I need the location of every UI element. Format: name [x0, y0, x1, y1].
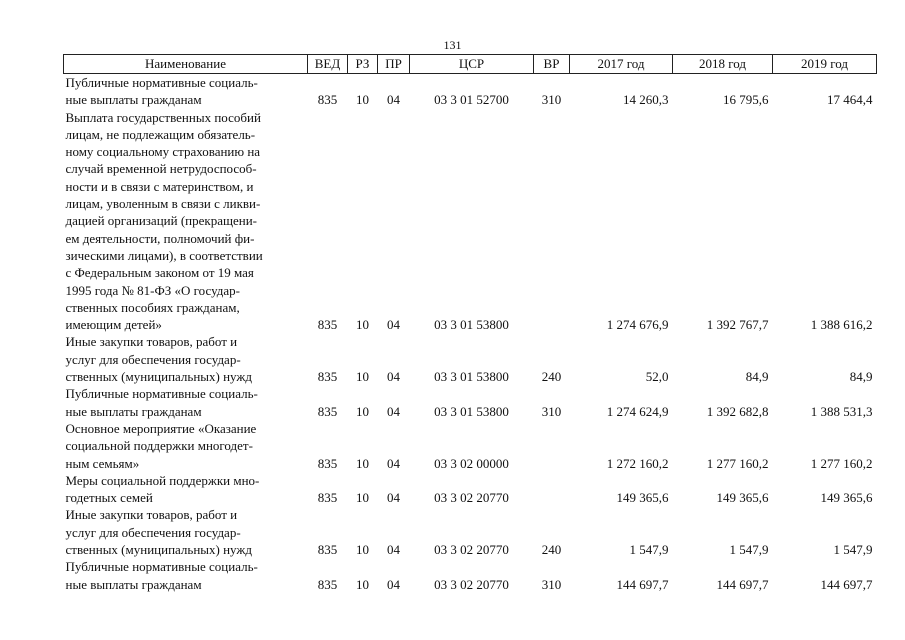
row-pr: 04 [387, 542, 400, 558]
table-row [64, 333, 877, 385]
row-value-2018: 16 795,6 [723, 92, 769, 108]
row-pr: 04 [387, 369, 400, 385]
row-value-2017: 1 272 160,2 [606, 455, 669, 471]
table-row [64, 74, 877, 109]
row-rz: 10 [356, 455, 369, 471]
row-ved: 835 [317, 317, 338, 333]
row-rz: 10 [356, 369, 369, 385]
row-value-2017: 144 697,7 [616, 576, 669, 592]
row-csr: 03 3 02 20770 [434, 490, 509, 506]
row-name-line: Меры социальной поддержки мно- [65, 472, 260, 488]
row-name [64, 385, 308, 420]
row-value-2018: 84,9 [745, 369, 769, 385]
table-row [64, 558, 877, 593]
header-row [64, 55, 877, 74]
row-csr: 03 3 02 20770 [434, 542, 509, 558]
row-value-2017: 52,0 [645, 369, 669, 385]
table-row [64, 472, 877, 507]
row-name [64, 74, 308, 109]
table-row [64, 420, 877, 472]
row-value-2018: 149 365,6 [716, 490, 769, 506]
row-pr: 04 [387, 317, 400, 333]
header-2017: 2017 год [570, 55, 673, 74]
header-vr: ВР [534, 55, 570, 74]
row-value-2019: 17 464,4 [827, 92, 873, 108]
row-name [64, 472, 308, 507]
row-name-line: Публичные нормативные социаль- [65, 75, 258, 90]
row-rz: 10 [356, 490, 369, 506]
row-value-2018: 1 277 160,2 [706, 455, 769, 471]
budget-table [63, 54, 877, 593]
row-vr: 310 [541, 403, 562, 419]
row-rz: 10 [356, 317, 369, 333]
row-name-line: лицам, не подлежащим обязатель- [65, 126, 256, 142]
row-value-2019: 1 388 531,3 [810, 403, 873, 419]
row-name-line: ности и в связи с материнством, и [65, 178, 254, 194]
row-csr: 03 3 02 20770 [434, 576, 509, 592]
row-name-line: социальной поддержки многодет- [65, 438, 253, 454]
row-name-line: Иные закупки товаров, работ и [65, 334, 238, 350]
table-body [64, 74, 877, 593]
row-pr: 04 [387, 92, 400, 108]
row-ved: 835 [317, 369, 338, 385]
row-name [64, 333, 308, 385]
row-name [64, 109, 308, 334]
row-csr: 03 3 01 53800 [434, 369, 509, 385]
row-ved: 835 [317, 92, 338, 108]
row-name-line: Публичные нормативные социаль- [65, 559, 258, 575]
row-value-2018: 1 392 682,8 [706, 403, 769, 419]
row-name [64, 420, 308, 472]
row-value-2019: 1 547,9 [833, 542, 873, 558]
row-name-line: лицам, уволенным в связи с ликви- [65, 196, 261, 212]
row-name-line: Иные закупки товаров, работ и [65, 507, 238, 523]
header-pr: ПР [378, 55, 410, 74]
row-name-line: зическими лицами), в соответствии [65, 247, 263, 263]
row-name-line: услуг для обеспечения государ- [65, 351, 241, 367]
row-rz: 10 [356, 576, 369, 592]
row-value-2019: 144 697,7 [820, 576, 873, 592]
row-name-line: ные выплаты гражданам [65, 576, 202, 592]
row-vr: 310 [541, 576, 562, 592]
row-name-line: случай временной нетрудоспособ- [65, 161, 257, 177]
row-csr: 03 3 01 53800 [434, 403, 509, 419]
row-value-2019: 84,9 [849, 369, 873, 385]
row-vr: 240 [541, 542, 562, 558]
header-2019: 2019 год [773, 55, 877, 74]
header-ved: ВЕД [308, 55, 348, 74]
row-vr: 240 [541, 369, 562, 385]
row-value-2017: 1 274 676,9 [606, 317, 669, 333]
row-name-line: ственных пособиях гражданам, [65, 299, 240, 315]
row-name-line: услуг для обеспечения государ- [65, 524, 241, 540]
row-ved: 835 [317, 490, 338, 506]
row-name-line: имеющим детей» [65, 317, 162, 333]
header-2018: 2018 год [673, 55, 773, 74]
row-name-line: годетных семей [65, 490, 153, 506]
header-name: Наименование [64, 55, 308, 74]
row-value-2017: 14 260,3 [623, 92, 669, 108]
row-value-2017: 149 365,6 [616, 490, 669, 506]
row-name-line: Основное мероприятие «Оказание [65, 420, 257, 436]
row-name-line: Выплата государственных пособий [65, 109, 261, 125]
row-vr [534, 472, 570, 507]
row-ved: 835 [317, 576, 338, 592]
row-value-2018: 144 697,7 [716, 576, 769, 592]
row-ved: 835 [317, 455, 338, 471]
row-pr: 04 [387, 576, 400, 592]
table-row [64, 385, 877, 420]
row-name-line: 1995 года № 81-ФЗ «О государ- [65, 282, 240, 298]
row-rz: 10 [356, 92, 369, 108]
row-name-line: ственных (муниципальных) нужд [65, 369, 252, 385]
row-name-line: дацией организаций (прекращени- [65, 213, 257, 229]
row-value-2019: 1 277 160,2 [810, 455, 873, 471]
row-csr: 03 3 01 52700 [434, 92, 509, 108]
page-number: 131 [443, 38, 462, 52]
row-vr [534, 420, 570, 472]
row-vr: 310 [541, 92, 562, 108]
row-csr: 03 3 01 53800 [434, 317, 509, 333]
row-rz: 10 [356, 542, 369, 558]
header-csr: ЦСР [410, 55, 534, 74]
row-pr: 04 [387, 403, 400, 419]
row-name [64, 558, 308, 593]
row-rz: 10 [356, 403, 369, 419]
row-vr [534, 109, 570, 334]
row-pr: 04 [387, 490, 400, 506]
row-value-2017: 1 547,9 [629, 542, 669, 558]
row-name-line: ственных (муниципальных) нужд [65, 542, 252, 558]
table-row [64, 506, 877, 558]
header-rz: РЗ [348, 55, 378, 74]
row-pr: 04 [387, 455, 400, 471]
row-name-line: ному социальному страхованию на [65, 144, 261, 160]
row-ved: 835 [317, 403, 338, 419]
table-row [64, 109, 877, 334]
row-value-2018: 1 547,9 [729, 542, 769, 558]
row-ved: 835 [317, 542, 338, 558]
row-csr: 03 3 02 00000 [434, 455, 509, 471]
row-value-2017: 1 274 624,9 [606, 403, 669, 419]
row-name-line: Публичные нормативные социаль- [65, 386, 258, 402]
row-value-2018: 1 392 767,7 [706, 317, 769, 333]
row-name-line: ные выплаты гражданам [65, 92, 202, 108]
row-value-2019: 1 388 616,2 [810, 317, 873, 333]
row-name-line: ные выплаты гражданам [65, 403, 202, 419]
row-name-line: ным семьям» [65, 455, 140, 471]
row-name-line: ем деятельности, полномочий фи- [65, 230, 255, 246]
row-name-line: с Федеральным законом от 19 мая [65, 265, 254, 281]
row-name [64, 506, 308, 558]
row-value-2019: 149 365,6 [820, 490, 873, 506]
